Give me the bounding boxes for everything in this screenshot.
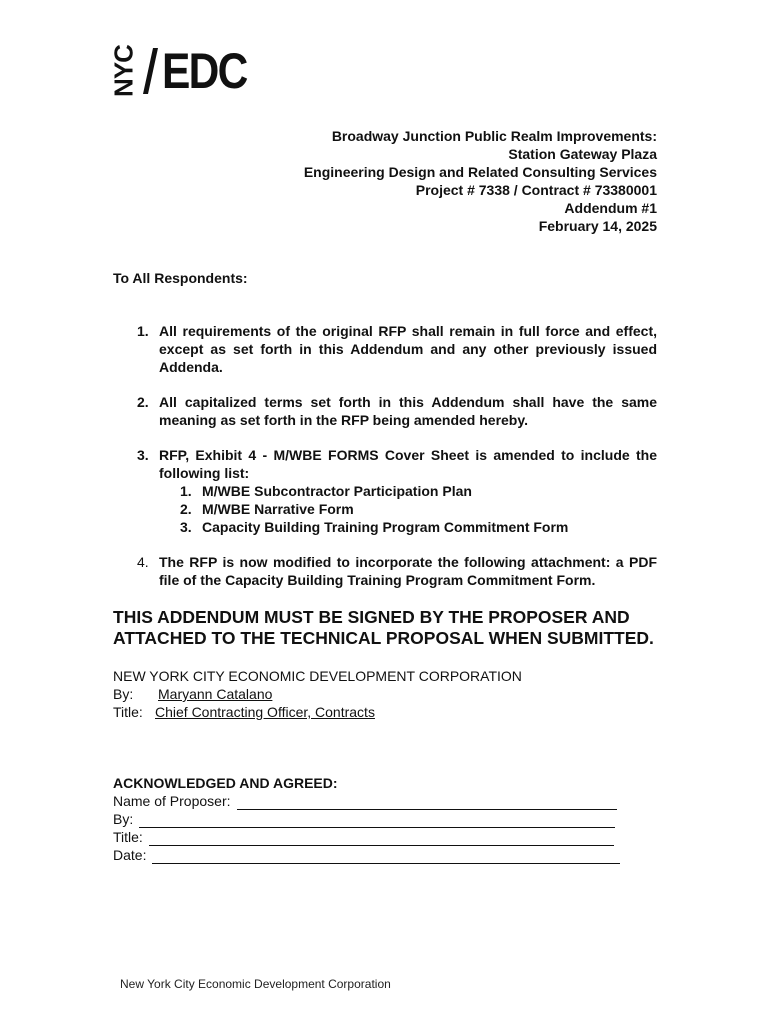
list-item	[113, 553, 657, 589]
corporation-name: NEW YORK CITY ECONOMIC DEVELOPMENT CORPORATION	[113, 668, 522, 684]
sub-list-item	[159, 482, 657, 500]
list-item-number: 3.	[137, 447, 149, 463]
signer-title: Chief Contracting Officer, Contracts	[155, 704, 375, 720]
logo-slash-icon	[142, 44, 158, 98]
list-item-number: 4.	[137, 554, 149, 570]
proposer-name-field[interactable]	[237, 796, 617, 810]
nyc-edc-logo	[110, 44, 262, 98]
list-item-text: RFP, Exhibit 4 - M/WBE FORMS Cover Sheet is amended to include the following list:	[159, 447, 657, 481]
sub-list-item	[159, 518, 657, 536]
list-item	[113, 393, 657, 429]
sub-list-item-number: 3.	[180, 519, 192, 535]
logo-nyc-mark	[110, 44, 138, 98]
ack-by-field[interactable]	[139, 814, 615, 828]
list-item	[113, 446, 657, 536]
ack-date-label: Date:	[113, 847, 147, 863]
corporation-signature-block	[113, 667, 522, 721]
ack-date-field[interactable]	[152, 850, 620, 864]
acknowledgement-title: ACKNOWLEDGED AND AGREED:	[113, 775, 338, 791]
list-item-text: All requirements of the original RFP shall remain in full force and effect, except as set forth in this Addendum and any other previously issued Addenda.	[159, 323, 657, 375]
proposer-name-label: Name of Proposer:	[113, 793, 231, 809]
sub-list-item-text: Capacity Building Training Program Commitment Form	[202, 519, 569, 535]
header-addendum-number: Addendum #1	[564, 200, 657, 216]
by-label: By:	[113, 686, 134, 702]
addendum-items	[113, 322, 657, 606]
sub-list	[159, 482, 657, 536]
logo-nyc-text: NYC	[108, 45, 139, 97]
header-services: Engineering Design and Related Consulting Services	[303, 164, 657, 180]
sub-list-item	[159, 500, 657, 518]
document-header	[304, 127, 657, 235]
list-item-text: The RFP is now modified to incorporate the following attachment: a PDF file of the Capacity Building Training Program Commitment Form.	[159, 554, 657, 588]
list-item-text: All capitalized terms set forth in this Addendum shall have the same meaning as set forth in the RFP being amended hereby.	[159, 394, 657, 428]
signer-name: Maryann Catalano	[158, 686, 273, 702]
list-item	[113, 322, 657, 376]
sub-list-item-text: M/WBE Narrative Form	[202, 501, 354, 517]
ack-title-field[interactable]	[149, 832, 614, 846]
header-project-subtitle: Station Gateway Plaza	[508, 146, 657, 162]
sub-list-item-text: M/WBE Subcontractor Participation Plan	[202, 483, 472, 499]
header-date: February 14, 2025	[538, 218, 657, 234]
title-label: Title:	[113, 704, 143, 720]
header-project-number: Project # 7338 / Contract # 73380001	[415, 182, 657, 198]
sub-list-item-number: 2.	[180, 501, 192, 517]
list-item-number: 1.	[137, 323, 149, 339]
acknowledgement-block	[113, 774, 633, 864]
logo-edc-text: EDC	[162, 43, 247, 99]
ack-by-label: By:	[113, 811, 134, 827]
salutation: To All Respondents:	[113, 270, 248, 286]
sub-list-item-number: 1.	[180, 483, 192, 499]
signature-warning: THIS ADDENDUM MUST BE SIGNED BY THE PROPOSER AND ATTACHED TO THE TECHNICAL PROPOSAL WHEN SUBMITTED.	[113, 607, 654, 648]
ack-title-label: Title:	[113, 829, 143, 845]
header-project-title: Broadway Junction Public Realm Improvements:	[331, 128, 657, 144]
page-footer: New York City Economic Development Corporation	[120, 977, 391, 991]
list-item-number: 2.	[137, 394, 149, 410]
